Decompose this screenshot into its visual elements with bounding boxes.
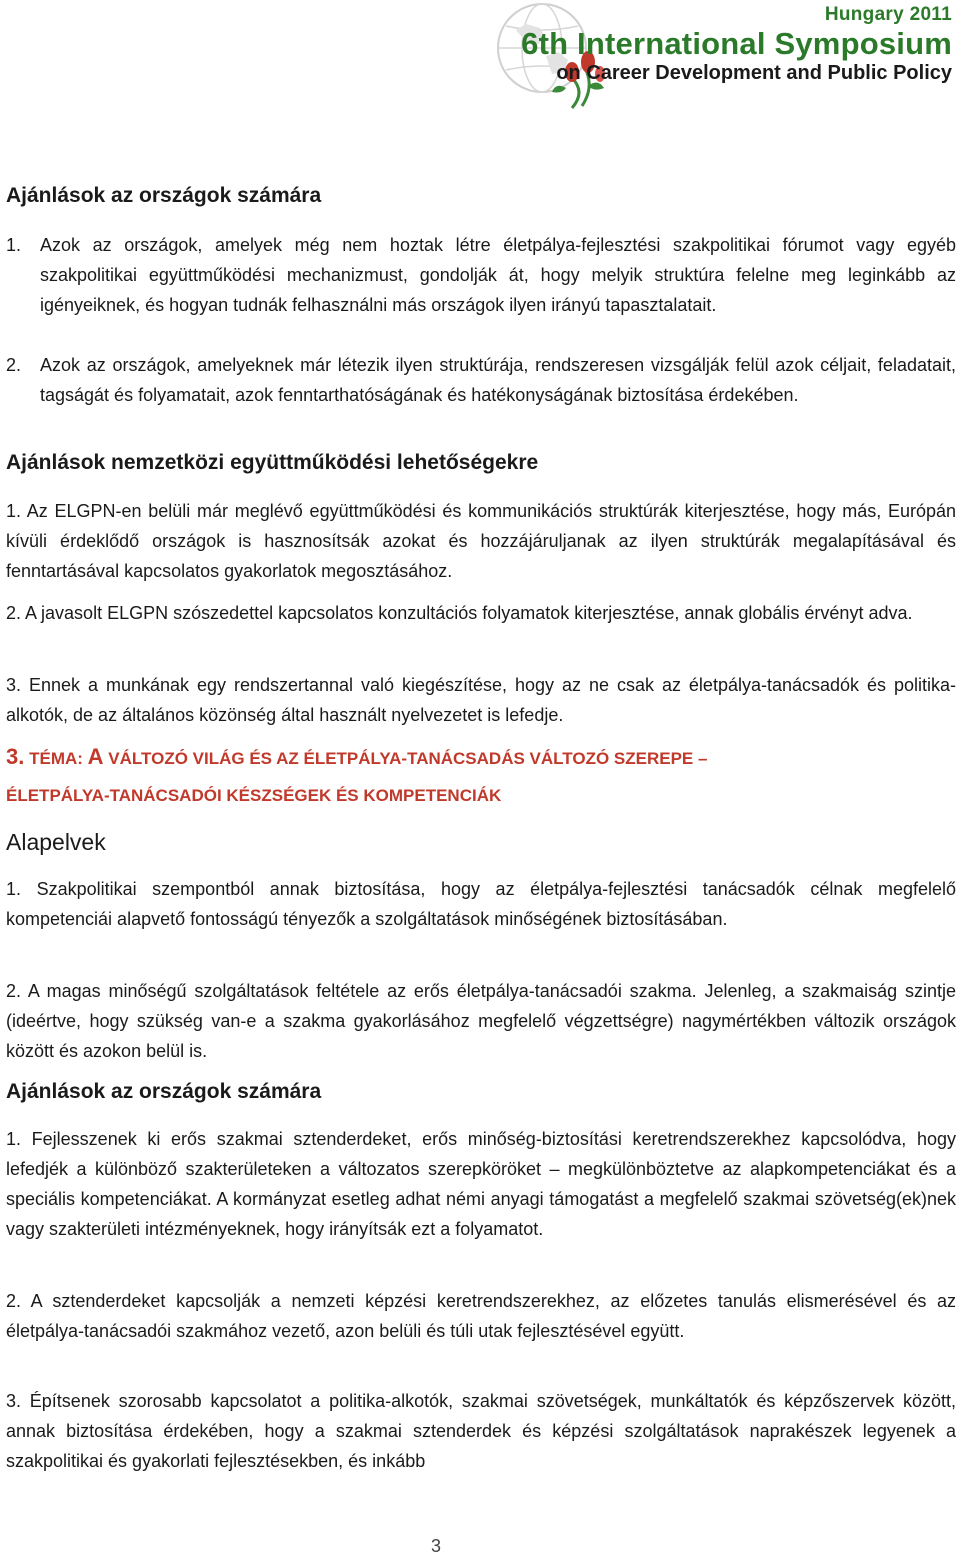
topic-heading-line2: ÉLETPÁLYA-TANÁCSADÓI KÉSZSÉGEK ÉS KOMPETENCIÁK xyxy=(6,786,502,805)
section-heading-recommendations-countries-2: Ajánlások az országok számára xyxy=(6,1080,322,1103)
topic-label: TÉMA: xyxy=(29,749,83,768)
paragraph: 1. Az ELGPN-en belüli már meglévő együttműködési és kommunikációs struktúrák kiterjesztése, hogy más, Európán kívüli érdeklődő országok is hasznosítsák azokat és hozzájáruljanak az ilyen struktúrák megalapításával és fenntartásával kapcsolatos gyakorlatok megosztásához. xyxy=(6,501,956,581)
logo-year: Hungary 2011 xyxy=(824,4,952,25)
paragraph: 3. Építsenek szorosabb kapcsolatot a politika-alkotók, szakmai szövetségek, munkáltatók és képzőszervek között, annak biztosítása érdekében, hogy a szakmai sztenderdek és képzési szolgáltatások naprakészek legyenek a szakpolitikai és gyakorlati fejlesztésekben, és inkább xyxy=(6,1391,956,1471)
paragraph: 2. A sztenderdeket kapcsolják a nemzeti képzési keretrendszerekhez, az előzetes tanulás elismerésével és az életpálya-tanácsadói szakmához vezető, azon belüli és túli utak fejlesztésével együtt. xyxy=(6,1291,956,1341)
paragraph: 3. Ennek a munkának egy rendszertannal való kiegészítése, hogy az ne csak az életpálya-tanácsadók és politika-alkotók, de az általános közönség által használt nyelvezetet is lefedje. xyxy=(6,675,956,725)
list-item-text: Azok az országok, amelyek még nem hoztak létre életpálya-fejlesztési szakpolitikai fórumot vagy egyéb szakpolitikai együttműködési mechanizmust, gondolják át, hogy melyik struktúra felelne meg leginkább az igényeiknek, és hogyan tudnák felhasználni más országok ilyen irányú tapasztalatait. xyxy=(40,235,956,315)
list-item xyxy=(6,230,956,320)
topic-big-letter: A xyxy=(87,744,104,769)
page-number: 3 xyxy=(430,1536,441,1556)
list-item xyxy=(6,350,956,410)
logo-title: 6th International Symposium xyxy=(521,26,952,61)
topic-line1-rest: VÁLTOZÓ VILÁG ÉS AZ ÉLETPÁLYA-TANÁCSADÁS VÁLTOZÓ SZEREPE – xyxy=(108,749,708,768)
symposium-logo xyxy=(476,0,960,112)
logo-subtitle: on Career Development and Public Policy xyxy=(556,62,952,84)
topic-number: 3. xyxy=(6,744,25,769)
section-heading-international-cooperation: Ajánlások nemzetközi együttműködési lehetőségekre xyxy=(6,451,539,474)
section-heading-principles: Alapelvek xyxy=(6,829,106,855)
list-item-number: 2. xyxy=(6,355,22,375)
paragraph: 2. A magas minőségű szolgáltatások feltétele az erős életpálya-tanácsadói szakma. Jelenleg, a szakmaiság szintje (ideértve, hogy szükség van-e a szakma gyakorlásához megfelelő végzettségre) nagymértékben változik országok között és azokon belül is. xyxy=(6,981,956,1061)
paragraph: 1. Szakpolitikai szempontból annak biztosítása, hogy az életpálya-fejlesztési tanácsadók célnak megfelelő kompetenciái alapvető fontosságú tényezők a szolgáltatások minőségének biztosításában. xyxy=(6,879,956,929)
topic-heading-line1 xyxy=(6,744,707,770)
list-item-number: 1. xyxy=(6,235,22,255)
list-item-text: Azok az országok, amelyeknek már létezik ilyen struktúrája, rendszeresen vizsgálják felül azok céljait, feladatait, tagságát és folyamatait, azok fenntarthatóságának és hatékonyságának biztosítása érdekében. xyxy=(40,355,956,405)
paragraph: 1. Fejlesszenek ki erős szakmai sztenderdeket, erős minőség-biztosítási keretrendszerekhez kapcsolódva, hogy lefedjék a különböző szakterületeken a változatos szerepköröket – megkülönböztetve az alapkompetenciákat és a speciális kompetenciákat. A kormányzat esetleg adhat némi anyagi támogatást a megfelelő szakmai szövetség(ek)nek vagy szakterületi intézményeknek, hogy irányítsák ezt a folyamatot. xyxy=(6,1129,956,1239)
section-heading-recommendations-countries: Ajánlások az országok számára xyxy=(6,184,322,207)
paragraph: 2. A javasolt ELGPN szószedettel kapcsolatos konzultációs folyamatok kiterjesztése, annak globális érvényt adva. xyxy=(6,603,913,623)
